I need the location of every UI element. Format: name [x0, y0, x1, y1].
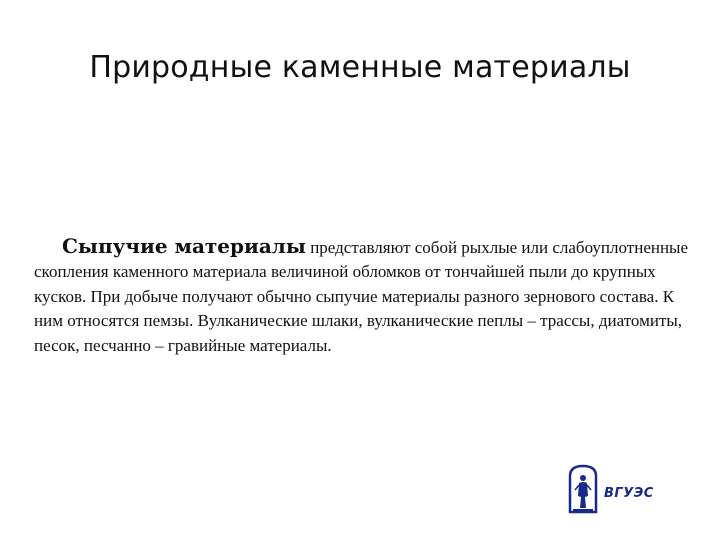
lead-term: Сыпучие материалы: [62, 234, 306, 258]
slide-body-paragraph: [34, 234, 690, 358]
logo-text: ВГУЭС: [604, 486, 654, 501]
body-text: представляют собой рыхлые или слабоуплотненные скопления каменного материала величиной обломков от тончайшей пыли до крупных кусков. При добыче получают обычно сыпучие материалы разного зернового состава. К ним относятся пемзы. Вулканические шлаки, вулканические пеплы – трассы, диатомиты, песок, песчанно – гравийные материалы.: [34, 238, 689, 355]
emblem-icon: [566, 464, 600, 514]
slide-title: Природные каменные материалы: [89, 50, 631, 85]
university-logo: [566, 464, 656, 514]
